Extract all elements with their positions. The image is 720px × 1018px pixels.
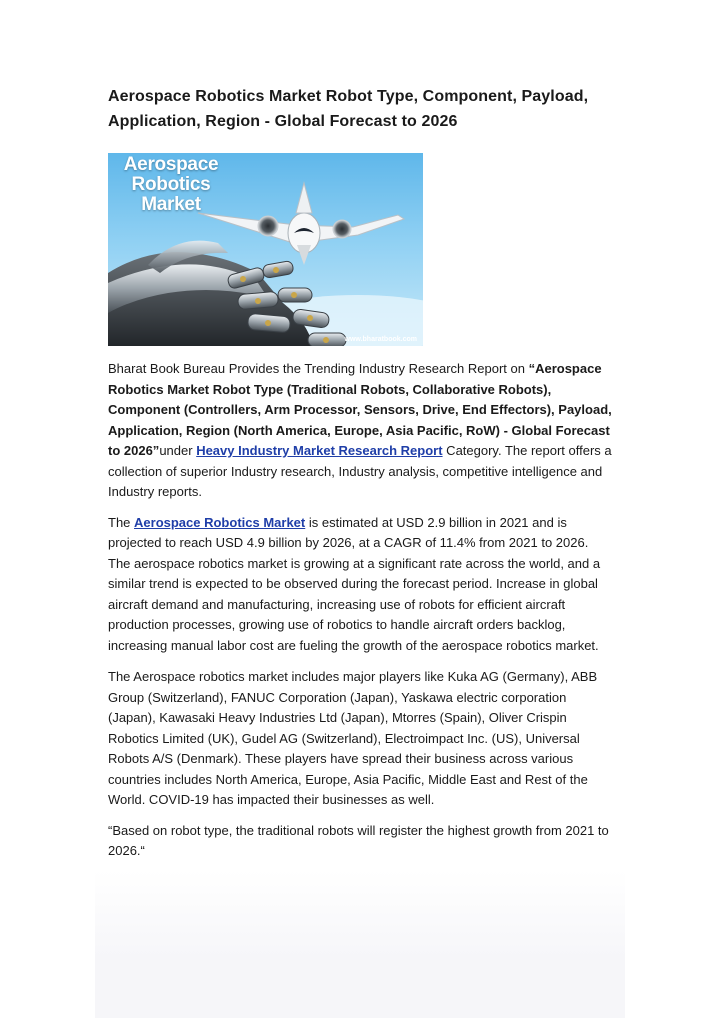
paragraph-intro xyxy=(108,359,613,503)
under-text: under xyxy=(159,443,197,458)
market-link[interactable]: Aerospace Robotics Market xyxy=(134,514,306,530)
market-lead: The xyxy=(108,514,135,530)
hero-watermark: www.bharatbook.com xyxy=(344,336,417,343)
paragraph-quote: “Based on robot type, the traditional robots will register the highest growth from 2021 to 2026.“ xyxy=(108,822,609,858)
hero-image xyxy=(108,153,423,346)
intro-tail: Category. The report offers a collection of superior Industry research, Industry analysis, competitive intelligence and Industry reports. xyxy=(108,443,612,499)
category-link[interactable]: Heavy Industry Market Research Report xyxy=(196,443,443,458)
paragraph-market-size xyxy=(108,513,613,657)
report-title: “Aerospace Robotics Market Robot Type (Traditional Robots, Collaborative Robots), Component (Controllers, Arm Processor, Sensors, Drive, End Effectors), Payload, Application, Region (North America, Europe, Asia Pacific, RoW) - Global Forecast to 2026” xyxy=(108,361,612,458)
document-body xyxy=(108,84,613,862)
page-shade xyxy=(95,870,625,1018)
intro-text: Bharat Book Bureau Provides the Trending Industry Research Report on xyxy=(108,361,529,376)
paragraph-players: The Aerospace robotics market includes major players like Kuka AG (Germany), ABB Group (Switzerland), FANUC Corporation (Japan), Yaskawa electric corporation (Japan), Kawasaki Heavy Industries Ltd (Japan), Mtorres (Spain), Oliver Crispin Robotics Limited (UK), Gudel AG (Switzerland), Electroimpact Inc. (US), Universal Robots A/S (Denmark). These players have spread their business across various countries includes North America, Europe, Asia Pacific, Middle East and Rest of the World. COVID-19 has impacted their businesses as well. xyxy=(108,669,598,807)
page-title: Aerospace Robotics Market Robot Type, Component, Payload, Application, Region - Global Forecast to 2026 xyxy=(108,88,589,130)
market-body: is estimated at USD 2.9 billion in 2021 and is projected to reach USD 4.9 billion by 2026, at a CAGR of 11.4% from 2021 to 2026. The aerospace robotics market is growing at a significant rate across the world, and a similar trend is expected to be observed during the forecast period. Increase in global aircraft demand and manufacturing, increasing use of robots for efficient aircraft production processes, growing use of robotics to handle aircraft orders backlog, increasing manual labor cost are fueling the growth of the aerospace robotics market. xyxy=(108,514,601,653)
hero-overlay-title: Aerospace Robotics Market xyxy=(123,154,219,215)
